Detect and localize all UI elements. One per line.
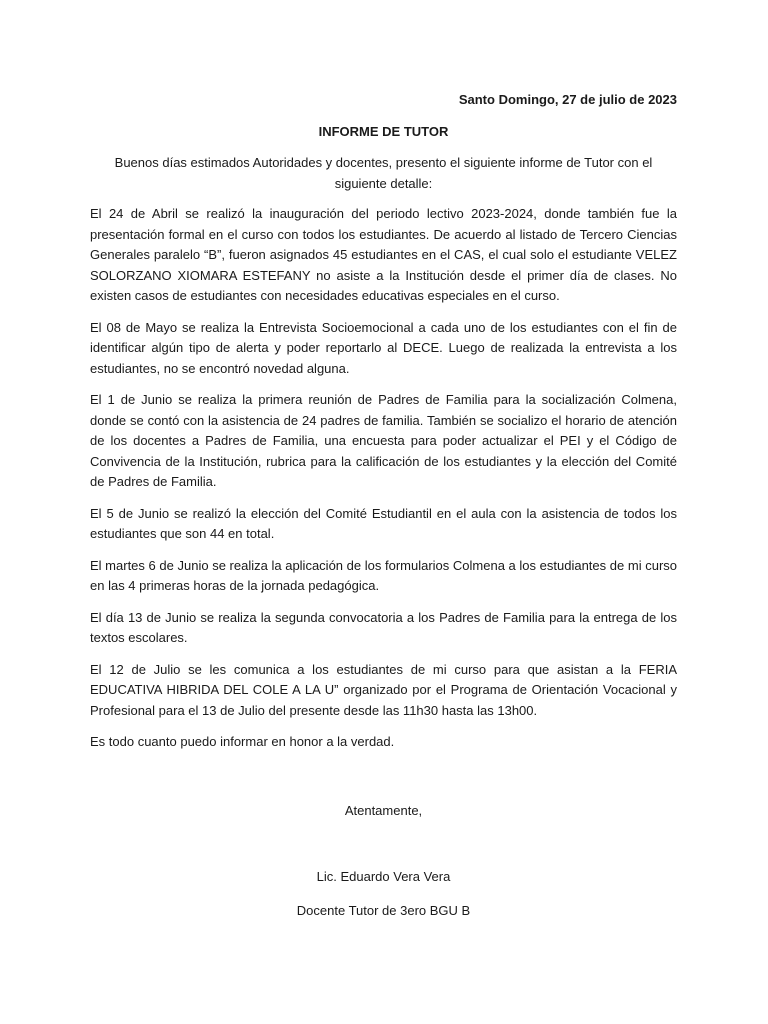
- signer-name: Lic. Eduardo Vera Vera: [316, 869, 451, 884]
- signature-block: [90, 801, 677, 922]
- body-paragraph-1: El 24 de Abril se realizó la inauguración del periodo lectivo 2023-2024, donde también fue la presentación formal en el curso con todos los estudiantes. De acuerdo al listado de Tercero Ciencias Generales paralelo “B”, fueron asignados 45 estudiantes en el CAS, el cual solo el estudiante VELEZ SOLORZANO XIOMARA ESTEFANY no asiste a la Institución desde el primer día de clases. No existen casos de estudiantes con necesidades educativas especiales en el curso.: [90, 206, 677, 303]
- letter-date: Santo Domingo, 27 de julio de 2023: [458, 92, 677, 107]
- body-paragraph-6: El día 13 de Junio se realiza la segunda convocatoria a los Padres de Familia para la entrega de los textos escolares.: [90, 609, 677, 645]
- letter-title: INFORME DE TUTOR: [318, 123, 449, 139]
- body-paragraph-4: El 5 de Junio se realizó la elección del Comité Estudiantil en el aula con la asistencia de todos los estudiantes que son 44 en total.: [90, 505, 677, 541]
- body-paragraph-2: El 08 de Mayo se realiza la Entrevista Socioemocional a cada uno de los estudiantes con el fin de identificar algún tipo de alerta y poder reportarlo al DECE. Luego de realizada la entrevista a los estudiantes, no se encontró novedad alguna.: [90, 319, 677, 376]
- body-paragraph-3: El 1 de Junio se realiza la primera reunión de Padres de Familia para la socialización Colmena, donde se contó con la asistencia de 24 padres de familia. También se socializo el horario de atención de los docentes a Padres de Familia, una encuesta para poder actualizar el PEI y el Código de Convivencia de la Institución, rubrica para la calificación de los estudiantes y la elección del Comité de Padres de Familia.: [90, 392, 677, 489]
- body-paragraph-7: El 12 de Julio se les comunica a los estudiantes de mi curso para que asistan a la FERIA EDUCATIVA HIBRIDA DEL COLE A LA U” organizado por el Programa de Orientación Vocacional y Profesional para el 13 de Julio del presente desde las 11h30 hasta las 13h00.: [90, 661, 677, 718]
- closing-statement: Es todo cuanto puedo informar en honor a la verdad.: [90, 734, 395, 749]
- letter-greeting: Buenos días estimados Autoridades y docentes, presento el siguiente informe de Tutor con el siguiente detalle:: [114, 155, 653, 191]
- signer-role: Docente Tutor de 3ero BGU B: [296, 902, 471, 918]
- sign-off: Atentamente,: [344, 802, 423, 818]
- document-page: [90, 90, 677, 921]
- body-paragraph-5: El martes 6 de Junio se realiza la aplicación de los formularios Colmena a los estudiantes de mi curso en las 4 primeras horas de la jornada pedagógica.: [90, 557, 677, 593]
